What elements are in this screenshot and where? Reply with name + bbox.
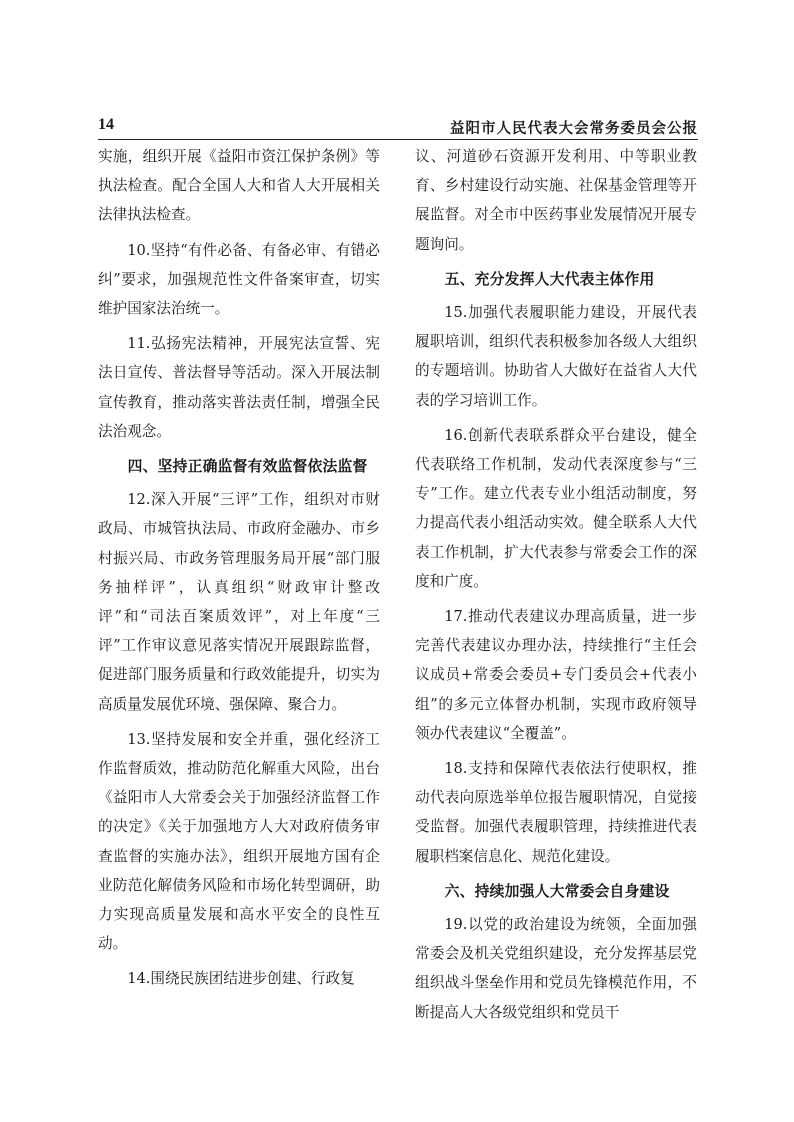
- right-column: [415, 142, 697, 1033]
- paragraph-19: 19.以党的政治建设为统领，全面加强常委会及机关党组织建设，充分发挥基层党组织战斗堡垒作用和党员先锋模范作用，不断提高人大各级党组织和党员干: [415, 916, 697, 1021]
- paragraph-15: 15.加强代表履职能力建设，开展代表履职培训，组织代表积极参加各级人大组织的专题培训。协助省人大做好在益省人大代表的学习培训工作。: [415, 304, 697, 409]
- paragraph-14-continued: 议、河道砂石资源开发利用、中等职业教育、乡村建设行动实施、社保基金管理等开展监督。对全市中医药事业发展情况开展专题询问。: [415, 148, 697, 253]
- paragraph-12: 12.深入开展“三评”工作，组织对市财政局、市城管执法局、市政府金融办、市乡村振兴局、市政务管理服务局开展“部门服务抽样评”，认真组织“财政审计整改评”和“司法百案质效评”，对上年度“三评”工作审议意见落实情况开展跟踪监督，促进部门服务质量和行政效能提升，切实为高质量发展优环境、强保障、聚合力。: [98, 491, 380, 713]
- paragraph-18: 18.支持和保障代表依法行使职权，推动代表向原选举单位报告履职情况，自觉接受监督。加强代表履职管理，持续推进代表履职档案信息化、规范化建设。: [415, 760, 697, 865]
- paragraph-16: 16.创新代表联系群众平台建设，健全代表联络工作机制，发动代表深度参与“三专”工作。建立代表专业小组活动制度，努力提高代表小组活动实效。健全联系人大代表工作机制，扩大代表参与常委会工作的深度和广度。: [415, 426, 697, 590]
- paragraph-17: 17.推动代表建议办理高质量，进一步完善代表建议办理办法，持续推行“主任会议成员+常委会委员+专门委员会+代表小组”的多元立体督办机制，实现市政府领导领办代表建议“全覆盖”。: [415, 608, 697, 742]
- paragraph-14: 14.围绕民族团结进步创建、行政复: [127, 970, 355, 988]
- page-header: [98, 116, 698, 138]
- page-number: 14: [98, 116, 114, 133]
- section-heading-5: 五、充分发挥人大代表主体作用: [444, 270, 655, 288]
- paragraph-continued: 实施，组织开展《益阳市资江保护条例》等执法检查。配合全国人大和省人大开展相关法律执法检查。: [98, 148, 380, 224]
- journal-title: 益阳市人民代表大会常务委员会公报: [450, 120, 698, 137]
- section-heading-6: 六、持续加强人大常委会自身建设: [444, 882, 670, 900]
- paragraph-11: 11.弘扬宪法精神，开展宪法宣誓、宪法日宣传、普法督导等活动。深入开展法制宣传教育，推动落实普法责任制，增强全民法治观念。: [98, 335, 380, 440]
- left-column: [98, 142, 380, 1000]
- section-heading-4: 四、坚持正确监督有效监督依法监督: [127, 458, 368, 476]
- header-rule: [98, 139, 698, 140]
- paragraph-10: 10.坚持“有件必备、有备必审、有错必纠”要求，加强规范性文件备案审查，切实维护国家法治统一。: [98, 241, 380, 318]
- paragraph-13: 13.坚持发展和安全并重，强化经济工作监督质效，推动防范化解重大风险，出台《益阳市人大常委会关于加强经济监督工作的决定》《关于加强地方人大对政府债务审查监督的实施办法》，组织开展地方国有企业防范化解债务风险和市场化转型调研，助力实现高质量发展和高水平安全的良性互动。: [98, 730, 380, 953]
